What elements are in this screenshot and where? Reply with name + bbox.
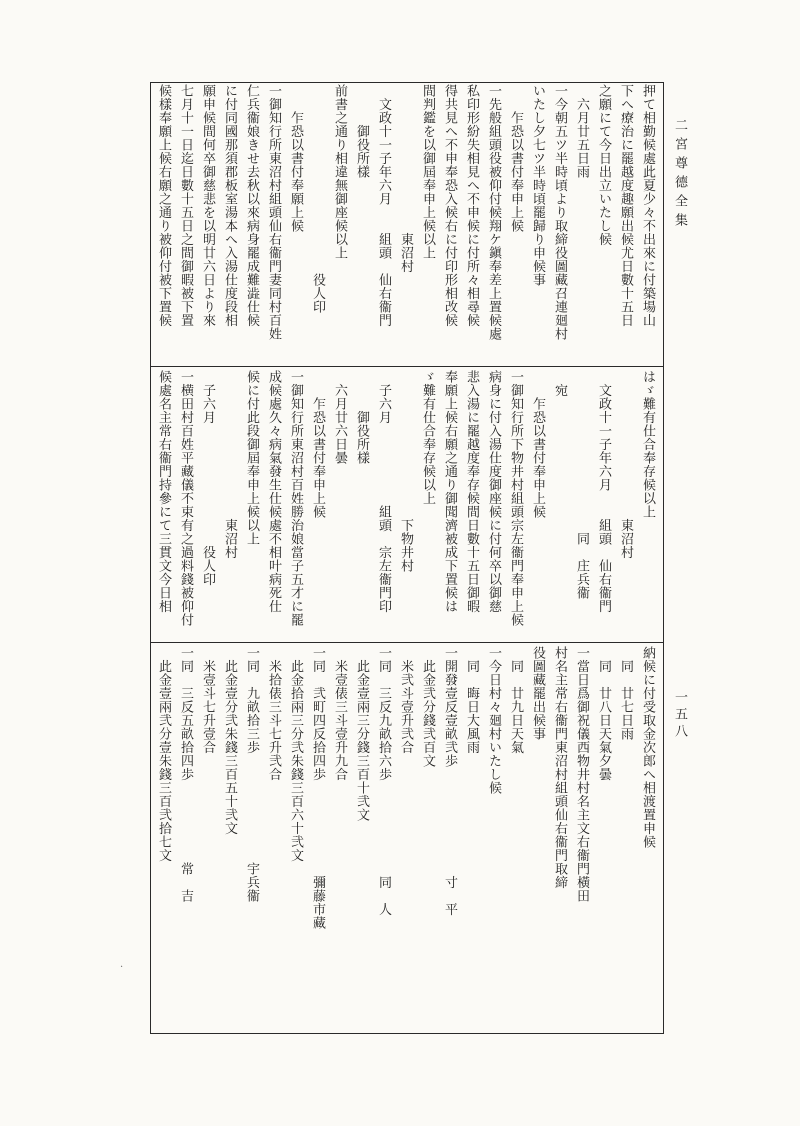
text-column: 下へ療治に罷越度趣願出候尤日數十五日	[618, 84, 633, 327]
text-column: 之願にて今日出立いたし候	[596, 84, 611, 246]
text-column: 乍恐以書付奉願上候	[288, 84, 303, 233]
text-column: 奉願上候右願之通り御聞濟被成下置候は	[442, 370, 457, 613]
text-column: 七月十一日迄日數十五日之間御暇被下置	[178, 84, 193, 327]
text-column: 文政十一子年六月 組頭 仙右衞門	[596, 370, 611, 613]
text-column: 此金拾兩三分弐朱錢三百六十弐文	[288, 646, 303, 862]
text-column: 病身に付入湯仕度御座候に付何卒以御慈	[486, 370, 501, 613]
text-column: 米壹俵三斗壹升九合	[332, 646, 347, 781]
text-column: 一同 九畝拾三歩 宇兵衞	[244, 646, 259, 903]
text-column: 乍恐以書付奉申上候	[310, 370, 325, 519]
text-column: 成候處久々病氣發生仕候處不相叶病死仕	[266, 370, 281, 613]
text-column: 此金壹兩弐分壹朱錢三百弐拾七文	[156, 646, 171, 862]
text-column: 子六月 組頭 宗左衞門印	[376, 370, 391, 613]
margin-mark: ·	[120, 962, 124, 973]
text-column: 一開發壹反壹畝弐歩 寸 平	[442, 646, 457, 916]
text-column: 役人印	[310, 84, 325, 314]
text-column: いたし夕七ツ半時頃罷歸り申候事	[530, 84, 545, 287]
text-column: 子六月 役人印	[200, 370, 215, 586]
text-column: 得共見へ不申奉恐入候右に付印形相改候	[442, 84, 457, 327]
text-column: 乍恐以書付奉申上候	[508, 84, 523, 233]
text-column: 此金壹兩三分錢三百十弐文	[354, 646, 369, 822]
text-column: 同 晦日大風雨	[464, 646, 479, 754]
text-column: 役圖藏罷出候事	[530, 646, 545, 741]
text-column: 一同 三反五畝拾四歩 常 吉	[178, 646, 193, 903]
text-column: 一今朝五ツ半時頃より取締役圖藏召連廻村	[552, 84, 567, 341]
text-column: 私印形紛失相見へ不申候に付所々相尋候	[464, 84, 479, 327]
text-column: 御役所樣	[354, 84, 369, 179]
text-column: 六月廿六日曇	[332, 370, 347, 465]
page-number: 一五八	[672, 690, 687, 741]
text-column: 米拾俵三斗七升弐合	[266, 646, 281, 781]
text-column: 一同 弐町四反拾四歩 彌藤市藏	[310, 646, 325, 930]
text-column: 納候に付受取金次郎へ相渡置申候	[640, 646, 655, 849]
text-column: 文政十一子年六月 組頭 仙右衞門	[376, 84, 391, 327]
text-column: ゞ難有仕合奉存候以上	[420, 370, 435, 505]
text-column: 悲入湯に罷越度奉存候間日數十五日御暇	[464, 370, 479, 613]
text-column: 東沼村	[222, 370, 237, 559]
running-head: 二宮尊德全集	[672, 118, 687, 232]
text-column: 間判鑑を以御屆奉申上候以上	[420, 84, 435, 260]
text-column: 候樣奉願上候右願之通り被仰付被下置候	[156, 84, 171, 327]
text-column: 村名主常右衞門東沼村組頭仙右衞門取締	[552, 646, 567, 889]
band-divider-1	[150, 366, 664, 367]
text-column: 御役所樣	[354, 370, 369, 465]
text-column: 一御知行所東沼村百姓勝治娘當子五才に罷	[288, 370, 303, 627]
text-column: 同 庄兵衞	[574, 370, 589, 600]
text-column: 東沼村	[618, 370, 633, 559]
text-column: 前書之通り相違無御座候以上	[332, 84, 347, 260]
text-band-2	[150, 370, 664, 642]
text-column: 下物井村	[398, 370, 413, 573]
text-column: 此金壹分弐朱錢三百五十弐文	[222, 646, 237, 835]
text-band-3	[150, 646, 664, 1030]
text-band-1	[150, 84, 664, 366]
text-column: 候處名主常右衞門持參にて三貫文今日相	[156, 370, 171, 613]
text-column: 一横田村百姓平藏儀不束有之過料錢被仰付	[178, 370, 193, 627]
band-divider-2	[150, 642, 664, 643]
text-column: 米弐斗壹升弐合	[398, 646, 413, 754]
text-column: 一御知行所下物井村組頭宗左衞門奉申上候	[508, 370, 523, 627]
text-column: 同 廿九日天氣	[508, 646, 523, 754]
text-column: 六月廿五日雨	[574, 84, 589, 179]
text-column: 仁兵衞娘きせ去秋以來病身罷成難澁仕候	[244, 84, 259, 327]
text-column: 同 廿八日天氣夕曇	[596, 646, 611, 781]
text-column: 願申候間何卒御慈悲を以明廿六日より來	[200, 84, 215, 327]
text-column: 候に付此段御屆奉申上候以上	[244, 370, 259, 546]
text-column: 一當日爲御祝儀西物井村名主文右衞門橫田	[574, 646, 589, 903]
text-column: 宛	[552, 370, 567, 397]
text-column: 此金弐分錢弐百文	[420, 646, 435, 768]
text-column: 一先般組頭役被仰付候翔ケ鎭奉差上置候處	[486, 84, 501, 341]
text-column: 乍恐以書付奉申上候	[530, 370, 545, 519]
text-column: 同 廿七日雨	[618, 646, 633, 741]
text-column: 一同 三反九畝拾六歩 同 人	[376, 646, 391, 916]
text-column: に付同國那須郡板室湯本へ入湯仕度段相	[222, 84, 237, 327]
text-column: 一御知行所東沼村組頭仙右衞門妻同村百姓	[266, 84, 281, 341]
text-column: はゞ難有仕合奉存候以上	[640, 370, 655, 519]
text-column: 一今日村々廻村いたし候	[486, 646, 501, 795]
text-column: 米壹斗七升壹合	[200, 646, 215, 754]
text-column: 押て相勤候處此夏少々不出來に付築場山	[640, 84, 655, 327]
text-column: 東沼村	[398, 84, 413, 273]
